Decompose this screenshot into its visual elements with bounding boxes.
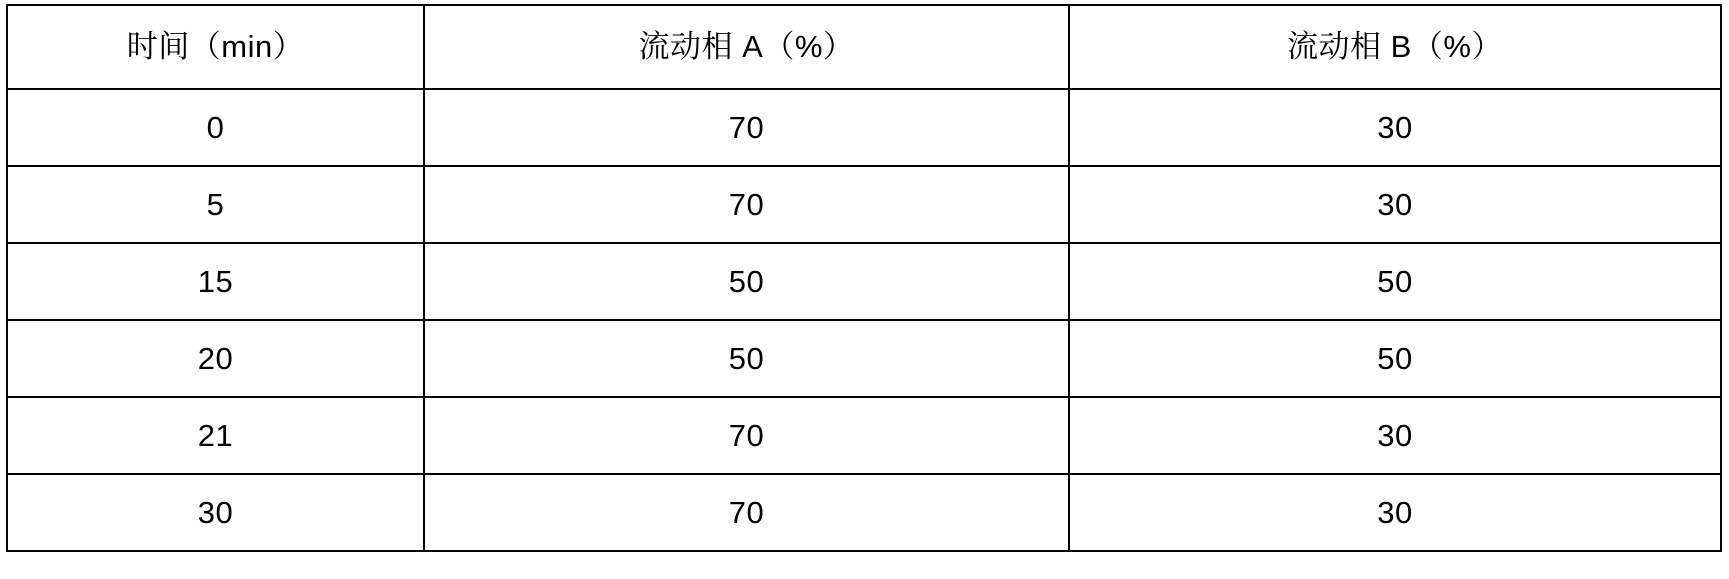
- cell-phase-b: 30: [1069, 397, 1721, 474]
- cell-time: 20: [7, 320, 424, 397]
- cell-time: 5: [7, 166, 424, 243]
- cell-phase-a: 70: [424, 397, 1069, 474]
- cell-phase-a: 50: [424, 320, 1069, 397]
- table-row: [7, 166, 1721, 243]
- table-row: [7, 397, 1721, 474]
- column-header-phase-b: 流动相 B（%）: [1069, 5, 1721, 89]
- cell-phase-a: 50: [424, 243, 1069, 320]
- cell-phase-b: 30: [1069, 474, 1721, 551]
- column-header-phase-a: 流动相 A（%）: [424, 5, 1069, 89]
- table-header-row: [7, 5, 1721, 89]
- cell-phase-b: 30: [1069, 89, 1721, 166]
- column-header-time: 时间（min）: [7, 5, 424, 89]
- cell-phase-a: 70: [424, 474, 1069, 551]
- cell-time: 30: [7, 474, 424, 551]
- cell-time: 15: [7, 243, 424, 320]
- cell-phase-a: 70: [424, 166, 1069, 243]
- table-row: [7, 243, 1721, 320]
- cell-phase-b: 50: [1069, 243, 1721, 320]
- table-row: [7, 474, 1721, 551]
- gradient-elution-table: [6, 4, 1722, 552]
- cell-phase-a: 70: [424, 89, 1069, 166]
- table-row: [7, 89, 1721, 166]
- table-row: [7, 320, 1721, 397]
- cell-phase-b: 50: [1069, 320, 1721, 397]
- cell-time: 0: [7, 89, 424, 166]
- cell-phase-b: 30: [1069, 166, 1721, 243]
- cell-time: 21: [7, 397, 424, 474]
